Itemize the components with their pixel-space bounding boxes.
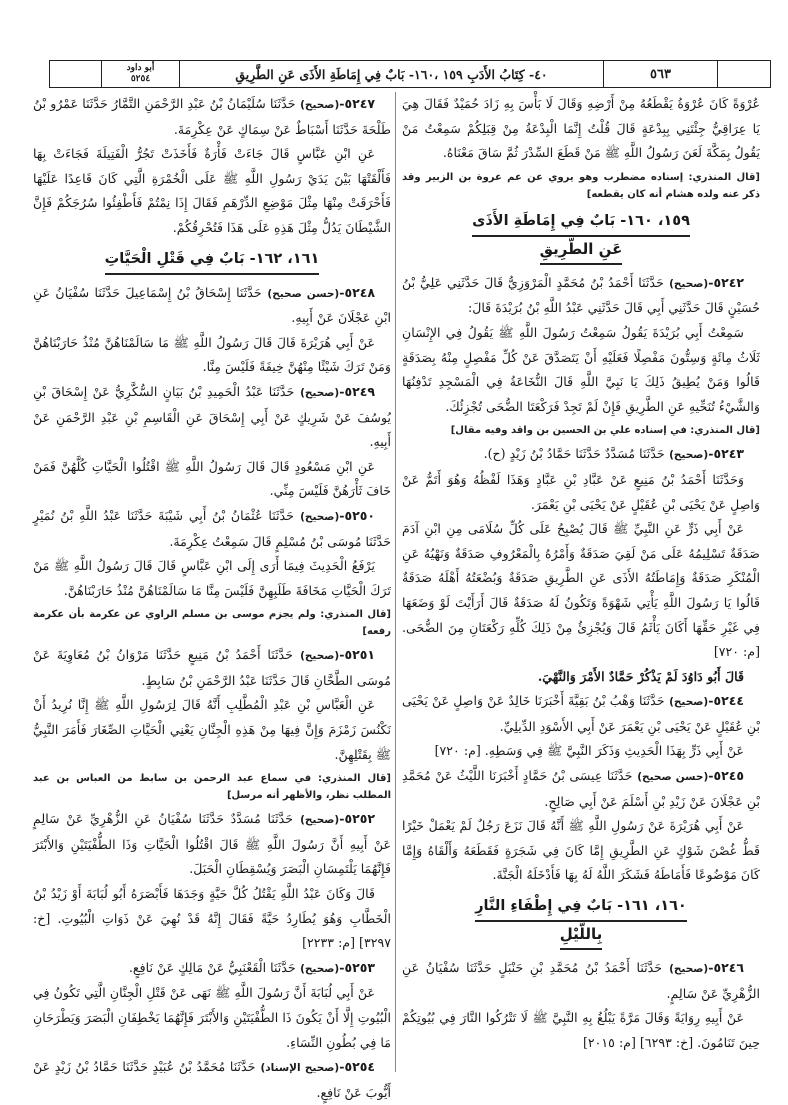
hadith-text: عَنْ أَبِي ذَرٍّ عَنِ النَّبِيِّ ﷺ قَالَ يُصْبِحُ عَلَى كُلِّ سُلَامَى مِنِ ابْنِ آدَمَ صَدَقَةٌ تَسْلِيمُهُ عَلَى مَنْ لَقِيَ صَدَقَةٌ وَأَمْرُهُ بِالْمَعْرُوفِ صَدَقَةٌ وَنَهْيُهُ عَنِ الْمُنْكَرِ صَدَقَةٌ وَإِمَاطَتُهُ الأَذَى عَنِ الطَّرِيقِ صَدَقَةٌ وَبُضْعَتُهُ أَهْلَهُ صَدَقَةٌ قَالُوا يَا رَسُولَ اللَّهِ يَأْتِي شَهْوَةً وَتَكُونُ لَهُ صَدَقَةٌ قَالَ أَرَأَيْتَ لَوْ وَضَعَهَا فِي غَيْرِ حَقِّهَا أَكَانَ يَأْثَمُ قَالَ وَيُجْزِئُ مِنْ ذَلِكَ كُلِّهِ رَكْعَتَانِ مِنَ الضُّحَى. [م: ٧٢٠] [402,521,760,660]
hadith-grade: (صحيح الإسناد) [260,1062,340,1075]
chapter-heading [33,247,391,275]
left-column [33,92,391,1100]
hadith-entry: ٥٢٥٤-(صحيح الإسناد) حَدَّثَنَا مُحَمَّدُ بْنُ عُبَيْدٍ حَدَّثَنَا حَمَّادُ بْنُ زَيْدٍ عَنْ أَيُّوبَ عَنْ نَافِعٍ. [33,1059,391,1100]
hadith-text: عَنْ أَبِي لُبَابَةَ أَنَّ رَسُولَ اللَّهِ ﷺ نَهَى عَنْ قَتْلِ الْجِنَّانِ الَّتِي تَكُونُ فِي الْبُيُوتِ إِلَّا أَنْ يَكُونَ ذَا الطُّفْيَتَيْنِ وَالأَبْتَرَ فَإِنَّهُمَا يَخْطِفَانِ الْبَصَرَ وَيَطْرَحَانِ مَا فِي بُطُونِ النِّسَاءِ. [33,985,391,1050]
hadith-number: ٥٢٤٦ [713,960,744,976]
chapter-title-continued [402,922,760,950]
hadith-text: يَرْفَعُ الْحَدِيثَ فِيمَا أَرَى إِلَى ابْنِ عَبَّاسٍ قَالَ قَالَ رَسُولُ اللَّهِ ﷺ مَنْ تَرَكَ الْحَيَّاتِ مَخَافَةَ طَلَبِهِنَّ فَلَيْسَ مِنَّا مَا سَالَمْنَاهُنَّ مُنْذُ حَارَبْنَاهُنَّ. [33,558,391,598]
abu-dawud-label: أبو داود [126,63,155,73]
running-title: ٤٠- كِتَابُ الأَدَبِ ١٥٩ ،١٦٠- بَابٌ فِي إِمَاطَةِ الأَذَى عَنِ الطَّرِيقِ [180,61,604,87]
hadith-text: عَنْ أَبِيهِ رِوَايَةً وَقَالَ مَرَّةً يَبْلُغُ بِهِ النَّبِيَّ ﷺ لَا تَتْرُكُوا النَّارَ فِي بُيُوتِكُمْ حِينَ تَنَامُونَ. [خ: ٦٢٩٣] [م: ٢٠١٥] [402,1010,760,1050]
hadith-entry: ٥٢٤٤-(صحيح) حَدَّثَنَا وَهْبُ بْنُ بَقِيَّةَ أَخْبَرَنَا خَالِدٌ عَنْ وَاصِلٍ عَنْ يَحْيَى بْنِ عُقَيْلٍ عَنْ يَحْيَى بْنِ يَعْمَرَ عَنْ أَبِي الأَسْوَدِ الدِّيلِيِّ. [402,693,760,734]
hadith-number: ٥٢٤٤ [713,693,744,709]
hadith-grade: (صحيح) [300,386,340,399]
hadith-grade: (صحيح) [669,696,709,709]
hadith-number: ٥٢٤٩ [344,383,375,399]
hadith-isnad: حَدَّثَنَا عِيسَى بْنُ حَمَّادٍ أَخْبَرَنَا اللَّيْثُ عَنْ مُحَمَّدِ بْنِ عَجْلَانَ عَنْ زَيْدِ بْنِ أَسْلَمَ عَنْ أَبِي صَالِحٍ. [402,768,760,809]
hadith-entry: ٥٢٤٧-(صحيح) حَدَّثَنَا سُلَيْمَانُ بْنُ عَبْدِ الرَّحْمَنِ التَّمَّارُ حَدَّثَنَا عَمْرُو بْنُ طَلْحَةَ حَدَّثَنَا أَسْبَاطٌ عَنْ سِمَاكٍ عَنْ عِكْرِمَةَ. [33,96,391,137]
chapter-title: ١٦١، ١٦٢- بَابٌ فِي قَتْلِ الْحَيَّاتِ [105,247,320,275]
chapter-title-continued [402,237,760,265]
hadith-text: عُرْوَةً كَانَ عُرْوَةُ يَقْطَعُهُ مِنْ أَرْضِهِ وَقَالَ لَا بَأْسَ بِهِ زَادَ حُمَيْدٌ فَقَالَ هِيَ يَا عِرَاقِيُّ جِئْتَنِي بِبِدْعَةٍ قَالَ قُلْتُ إِنَّمَا الْبِدْعَةُ مِنْ قِبَلِكُمْ سَمِعْتُ مَنْ يَقُولُ بِمَكَّةَ لَعَنَ رَسُولُ اللَّهِ ﷺ مَنْ قَطَعَ السِّدْرَ ثُمَّ سَاقَ مَعْنَاهُ. [402,96,760,161]
hadith-isnad: حَدَّثَنَا الْقَعْنَبِيُّ عَنْ مَالِكٍ عَنْ نَافِعٍ. [128,959,296,975]
hadith-grade: (صحيح) [669,449,709,462]
page-header [49,60,771,88]
hadith-entry: ٥٢٥٣-(صحيح) حَدَّثَنَا الْقَعْنَبِيُّ عَنْ مَالِكٍ عَنْ نَافِعٍ. [128,959,375,975]
header-empty-cell [50,61,102,87]
chapter-heading [402,894,760,950]
hadith-text: عَنْ أَبِي ذَرٍّ بِهَذَا الْحَدِيثِ وَذَكَرَ النَّبِيَّ ﷺ فِي وَسَطِهِ. [م: ٧٢٠] [434,743,744,759]
hadith-number: ٥٢٤٢ [713,274,744,290]
hadith-entry: ٥٢٥٠-(صحيح) حَدَّثَنَا عُثْمَانُ بْنُ أَبِي شَيْبَةَ حَدَّثَنَا عَبْدُ اللَّهِ بْنُ نُمَيْرٍ حَدَّثَنَا مُوسَى بْنُ مُسْلِمٍ قَالَ سَمِعْتُ عِكْرِمَةَ. [33,507,391,549]
hadith-text: عَنْ أَبِي هُرَيْرَةَ قَالَ قَالَ رَسُولُ اللَّهِ ﷺ مَا سَالَمْنَاهُنَّ مُنْذُ حَارَبْنَاهُنَّ وَمَنْ تَرَكَ شَيْئًا مِنْهُنَّ خِيفَةً فَلَيْسَ مِنَّا. [33,334,391,375]
hadith-grade: (حسن صحيح) [267,287,340,300]
commentary-note: [قال المنذري: ولم يجزم موسى بن مسلم الراوي عن عكرمة بأن عكرمة رفعه] [33,609,391,638]
hadith-number: ٥٢٥٠ [344,507,376,523]
hadith-isnad: حَدَّثَنَا وَهْبُ بْنُ بَقِيَّةَ أَخْبَرَنَا خَالِدٌ عَنْ وَاصِلٍ عَنْ يَحْيَى بْنِ عُقَيْلٍ عَنْ يَحْيَى بْنِ يَعْمَرَ عَنْ أَبِي الأَسْوَدِ الدِّيلِيِّ. [402,693,760,734]
hadith-number: ٥٢٥٢ [344,811,375,827]
hadith-isnad: حَدَّثَنَا أَحْمَدُ بْنُ مُحَمَّدٍ الْمَرْوَزِيُّ قَالَ حَدَّثَنِي عَلِيُّ بْنُ حُسَيْنٍ قَالَ حَدَّثَنِي أَبِي قَالَ حَدَّثَنِي عَبْدُ اللَّهِ بْنُ بُرَيْدَةَ قَالَ: [402,274,760,316]
hadith-entry: ٥٢٤٦-(صحيح) حَدَّثَنَا أَحْمَدُ بْنُ مُحَمَّدِ بْنِ حَنْبَلٍ حَدَّثَنَا سُفْيَانُ عَنِ الزُّهْرِيِّ عَنْ سَالِمٍ. [402,960,760,1001]
chapter-title: ١٥٩، ١٦٠- بَابٌ فِي إِمَاطَةِ الأَذَى [472,209,690,237]
hadith-isnad: حَدَّثَنَا عُثْمَانُ بْنُ أَبِي شَيْبَةَ حَدَّثَنَا عَبْدُ اللَّهِ بْنُ نُمَيْرٍ حَدَّثَنَا مُوسَى بْنُ مُسْلِمٍ قَالَ سَمِعْتُ عِكْرِمَةَ. [33,507,391,549]
chapter-title-line2: عَنِ الطَّرِيقِ [540,237,623,265]
hadith-number: ٥٢٤٨ [344,284,375,300]
hadith-grade: (صحيح) [300,99,340,111]
commentary-note: [قال المنذري: في إسناده علي بن الحسين بن واقد وفيه مقال] [450,425,760,437]
hadith-isnad: حَدَّثَنَا عَبْدُ الْحَمِيدِ بْنُ بَيَانٍ السُّكَّرِيُّ عَنْ إِسْحَاقَ بْنِ يُوسُفَ عَنْ شَرِيكٍ عَنْ أَبِي إِسْحَاقَ عَنِ الْقَاسِمِ بْنِ عَبْدِ الرَّحْمَنِ عَنْ أَبِيهِ. [33,383,391,450]
narrator-remark: قَالَ أَبُو دَاوُدَ لَمْ يَذْكُرْ حَمَّادٌ الأَمْرَ وَالنَّهْيَ. [537,668,744,684]
hadith-number: ٥٢٥١ [344,647,375,663]
hadith-text: قَالَ وَكَانَ عَبْدُ اللَّهِ يَقْتُلُ كُلَّ حَيَّةٍ وَجَدَهَا فَأَبْصَرَهُ أَبُو لُبَابَةَ أَوْ زَيْدُ بْنُ الْخَطَّابِ وَهُوَ يُطَارِدُ حَيَّةً فَقَالَ إِنَّهُ قَدْ نُهِيَ عَنْ ذَوَاتِ الْبُيُوتِ. [خ: ٣٢٩٧] [م: ٢٢٣٣] [33,886,391,951]
hadith-entry: ٥٢٥٢-(صحيح) حَدَّثَنَا مُسَدَّدٌ حَدَّثَنَا سُفْيَانُ عَنِ الزُّهْرِيِّ عَنْ سَالِمٍ عَنْ أَبِيهِ أَنَّ رَسُولَ اللَّهِ ﷺ قَالَ اقْتُلُوا الْحَيَّاتِ وَذَا الطُّفْيَتَيْنِ وَالأَبْتَرَ فَإِنَّهُمَا يَلْتَمِسَانِ الْبَصَرَ وَيُسْقِطَانِ الْحَبَلَ. [33,811,391,877]
hadith-text: عَنِ الْعَبَّاسِ بْنِ عَبْدِ الْمُطَّلِبِ أَنَّهُ قَالَ لِرَسُولِ اللَّهِ ﷺ إِنَّا نُرِيدُ أَنْ نَكْنُسَ زَمْزَمَ وَإِنَّ فِيهَا مِنْ هَذِهِ الْجِنَّانِ يَعْنِي الْحَيَّاتِ الصِّغَارَ فَأَمَرَ النَّبِيُّ ﷺ بِقَتْلِهِنَّ. [33,697,391,762]
hadith-number: ٥٢٥٣ [344,959,375,975]
hadith-isnad: حَدَّثَنَا إِسْحَاقُ بْنُ إِسْمَاعِيلَ حَدَّثَنَا سُفْيَانُ عَنِ ابْنِ عَجْلَانَ عَنْ أَبِيهِ. [33,284,391,326]
chapter-title-line2: بِاللَّيْلِ [560,922,603,950]
hadith-number: ٥٢٤٥ [713,768,745,784]
hadith-isnad: حَدَّثَنَا مُسَدَّدٌ حَدَّثَنَا سُفْيَانُ عَنِ الزُّهْرِيِّ عَنْ سَالِمٍ عَنْ أَبِيهِ أَنَّ رَسُولَ اللَّهِ ﷺ قَالَ اقْتُلُوا الْحَيَّاتِ وَذَا الطُّفْيَتَيْنِ وَالأَبْتَرَ فَإِنَّهُمَا يَلْتَمِسَانِ الْبَصَرَ وَيُسْقِطَانِ الْحَبَلَ. [33,811,391,877]
hadith-entry: ٥٢٤٣-(صحيح) حَدَّثَنَا مُسَدَّدٌ حَدَّثَنَا حَمَّادُ بْنُ زَيْدٍ (ح). [483,446,744,462]
hadith-entry: ٥٢٤٩-(صحيح) حَدَّثَنَا عَبْدُ الْحَمِيدِ بْنُ بَيَانٍ السُّكَّرِيُّ عَنْ إِسْحَاقَ بْنِ يُوسُفَ عَنْ شَرِيكٍ عَنْ أَبِي إِسْحَاقَ عَنِ الْقَاسِمِ بْنِ عَبْدِ الرَّحْمَنِ عَنْ أَبِيهِ. [33,383,391,450]
hadith-isnad: حَدَّثَنَا سُلَيْمَانُ بْنُ عَبْدِ الرَّحْمَنِ التَّمَّارُ حَدَّثَنَا عَمْرُو بْنُ طَلْحَةَ حَدَّثَنَا أَسْبَاطٌ عَنْ سِمَاكٍ عَنْ عِكْرِمَةَ. [33,96,391,137]
abu-dawud-number: ٥٢٥٤ [130,74,151,84]
hadith-isnad: حَدَّثَنَا أَحْمَدُ بْنُ مُحَمَّدِ بْنِ حَنْبَلٍ حَدَّثَنَا سُفْيَانُ عَنِ الزُّهْرِيِّ عَنْ سَالِمٍ. [402,960,760,1001]
hadith-grade: (صحيح) [669,963,709,976]
hadith-entry: ٥٢٤٨-(حسن صحيح) حَدَّثَنَا إِسْحَاقُ بْنُ إِسْمَاعِيلَ حَدَّثَنَا سُفْيَانُ عَنِ ابْنِ عَجْلَانَ عَنْ أَبِيهِ. [33,284,391,326]
hadith-entry: ٥٢٤٢-(صحيح) حَدَّثَنَا أَحْمَدُ بْنُ مُحَمَّدٍ الْمَرْوَزِيُّ قَالَ حَدَّثَنِي عَلِيُّ بْنُ حُسَيْنٍ قَالَ حَدَّثَنِي أَبِي قَالَ حَدَّثَنِي عَبْدُ اللَّهِ بْنُ بُرَيْدَةَ قَالَ: [402,274,760,316]
hadith-grade: (حسن صحيح) [637,771,709,784]
hadith-isnad: حَدَّثَنَا مُسَدَّدٌ حَدَّثَنَا حَمَّادُ بْنُ زَيْدٍ (ح). [483,446,665,462]
commentary-note: [قال المنذري: في سماع عبد الرحمن بن سابط من العباس بن عبد المطلب نظر، والأظهر أنه مرسل] [33,773,391,802]
hadith-entry: ٥٢٥١-(صحيح) حَدَّثَنَا أَحْمَدُ بْنُ مَنِيعٍ حَدَّثَنَا مَرْوَانُ بْنُ مُعَاوِيَةَ عَنْ مُوسَى الطَّحَّانِ قَالَ حَدَّثَنَا عَبْدُ الرَّحْمَنِ بْنُ سَابِطٍ. [33,647,391,688]
hadith-grade: (صحيح) [300,650,340,663]
right-column [402,92,760,1072]
hadith-entry: ٥٢٤٥-(حسن صحيح) حَدَّثَنَا عِيسَى بْنُ حَمَّادٍ أَخْبَرَنَا اللَّيْثُ عَنْ مُحَمَّدِ بْنِ عَجْلَانَ عَنْ زَيْدِ بْنِ أَسْلَمَ عَنْ أَبِي صَالِحٍ. [402,768,760,809]
hadith-number: ٥٢٥٤ [344,1059,375,1075]
abu-dawud-reference [102,61,180,87]
page-number: ٥٦٣ [604,61,718,87]
chapter-heading [402,209,760,265]
hadith-text: عَنِ ابْنِ مَسْعُودٍ قَالَ قَالَ رَسُولُ اللَّهِ ﷺ اقْتُلُوا الْحَيَّاتِ كُلَّهُنَّ فَمَنْ خَافَ ثَأْرَهُنَّ فَلَيْسَ مِنِّي. [33,458,391,499]
commentary-note: [قال المنذري: إسناده مضطرب وهو يروي عن عم عروة بن الزبير وقد ذكر عنه ولده هشام أنه كان يقطعه] [402,171,760,200]
hadith-grade: (صحيح) [300,510,340,523]
hadith-grade: (صحيح) [669,277,709,290]
hadith-grade: (صحيح) [300,814,340,827]
header-empty-cell [718,61,770,87]
hadith-number: ٥٢٤٣ [713,446,744,462]
hadith-grade: (صحيح) [300,962,340,975]
hadith-text: عَنِ ابْنِ عَبَّاسٍ قَالَ جَاءَتْ فَأْرَةٌ فَأَخَذَتْ تَجُرُّ الْفَتِيلَةَ فَجَاءَتْ بِهَا فَأَلْقَتْهَا بَيْنَ يَدَيْ رَسُولِ اللَّهِ ﷺ عَلَى الْخُمْرَةِ الَّتِي كَانَ قَاعِدًا عَلَيْهَا فَأَحْرَقَتْ مِنْهَا مِثْلَ مَوْضِعِ الدِّرْهَمِ فَقَالَ إِذَا نِمْتُمْ فَأَطْفِئُوا سُرُجَكُمْ فَإِنَّ الشَّيْطَانَ يَدُلُّ مِثْلَ هَذِهِ عَلَى هَذَا فَتُحْرِقُكُمْ. [33,146,391,235]
chapter-title: ١٦٠، ١٦١- بَابٌ فِي إِطْفَاءِ النَّارِ [475,894,687,922]
hadith-text: سَمِعْتُ أَبِي بُرَيْدَةَ يَقُولُ سَمِعْتُ رَسُولَ اللَّهِ ﷺ يَقُولُ فِي الإِنْسَانِ ثَلَاثُ مِائَةٍ وَسِتُّونَ مَفْصِلًا فَعَلَيْهِ أَنْ يَتَصَدَّقَ عَنْ كُلِّ مَفْصِلٍ مِنْهُ بِصَدَقَةٍ قَالُوا وَمَنْ يُطِيقُ ذَلِكَ يَا نَبِيَّ اللَّهِ قَالَ النُّخَاعَةُ فِي الْمَسْجِدِ تَدْفِنُهَا وَالشَّيْءُ تُنَحِّيهِ عَنِ الطَّرِيقِ فَإِنْ لَمْ تَجِدْ فَرَكْعَتَا الضُّحَى تُجْزِئُكَ. [402,324,760,414]
hadith-isnad: حَدَّثَنَا أَحْمَدُ بْنُ مَنِيعٍ حَدَّثَنَا مَرْوَانُ بْنُ مُعَاوِيَةَ عَنْ مُوسَى الطَّحَّانِ قَالَ حَدَّثَنَا عَبْدُ الرَّحْمَنِ بْنُ سَابِطٍ. [33,647,391,688]
hadith-number: ٥٢٤٧ [344,96,376,111]
hadith-text: عَنْ أَبِي هُرَيْرَةَ عَنْ رَسُولِ اللَّهِ ﷺ أَنَّهُ قَالَ نَزَعَ رَجُلٌ لَمْ يَعْمَلْ خَيْرًا قَطُّ غُصْنَ شَوْكٍ عَنِ الطَّرِيقِ إِمَّا كَانَ فِي شَجَرَةٍ فَقَطَعَهُ وَأَلْقَاهُ وَإِمَّا كَانَ مَوْضُوعًا فَأَمَاطَهُ فَشَكَرَ اللَّهُ لَهُ بِهَا فَأَدْخَلَهُ الْجَنَّةَ. [402,818,760,883]
hadith-text: وَحَدَّثَنَا أَحْمَدُ بْنُ مَنِيعٍ عَنْ عَبَّادِ بْنِ عَبَّادٍ وَهَذَا لَفْظُهُ وَهُوَ أَتَمُّ عَنْ وَاصِلٍ عَنْ يَحْيَى بْنِ عُقَيْلٍ عَنْ يَحْيَى بْنِ يَعْمَرَ. [402,471,760,512]
column-divider [395,92,396,1072]
hadith-isnad: حَدَّثَنَا مُحَمَّدُ بْنُ عُبَيْدٍ حَدَّثَنَا حَمَّادُ بْنُ زَيْدٍ عَنْ أَيُّوبَ عَنْ نَافِعٍ. [33,1059,391,1100]
